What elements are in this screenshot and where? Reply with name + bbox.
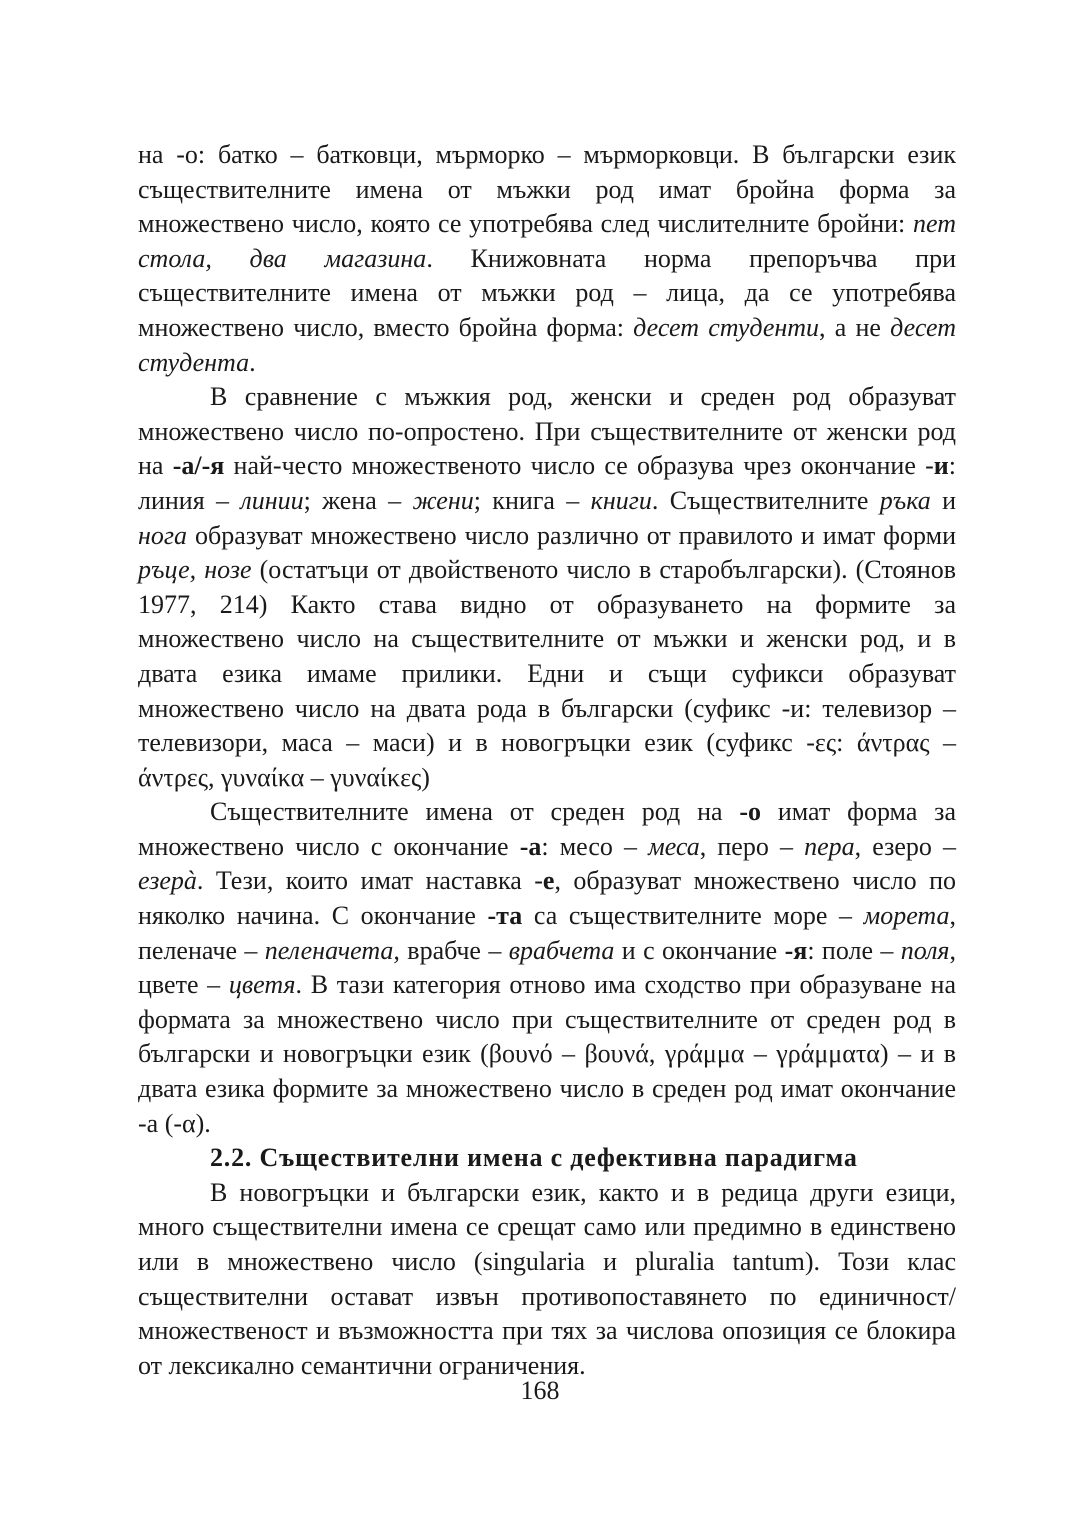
text-run: , езеро – (854, 831, 956, 861)
text-run: и (930, 485, 957, 515)
italic-text: ръка (879, 485, 931, 515)
text-run: и с окончание (614, 935, 785, 965)
text-run: Съществителните имена от среден род на (210, 797, 740, 827)
bold-text: -та (487, 901, 523, 931)
page-body (138, 138, 956, 1383)
text-run: , перо – (699, 831, 805, 861)
italic-text: врабчета (508, 935, 615, 965)
text-run: ; книга – (473, 485, 591, 515)
italic-text: пеленачета, (264, 935, 400, 965)
italic-text: езерà (138, 866, 197, 896)
paragraph-2 (138, 380, 956, 795)
paragraph-4 (138, 1176, 956, 1384)
italic-text: поля (900, 935, 950, 965)
text-run: , а не (819, 312, 891, 342)
text-run: В новогръцки и български език, както и в редица други езици, много съществителни имена се срещат само или предимно в единствено или в множествено число (singularia и pluralia tantum). Този клас съществителни остават извън противопоставянето по единичност/множественост и възможността при тях за числова опозиция се блокира от лексикално семантични ограничения. (138, 1177, 956, 1380)
bold-text: и (933, 451, 949, 481)
text-run: врабче – (399, 935, 509, 965)
italic-text: меса (648, 831, 700, 861)
paragraph-3 (138, 795, 956, 1141)
section-heading: 2.2. Съществителни имена с дефективна парадигма (210, 1143, 858, 1173)
text-run: : месо – (541, 831, 649, 861)
bold-text: е (542, 866, 555, 896)
bold-text: -о (739, 797, 762, 827)
text-run: . Съществителните (651, 485, 880, 515)
text-run: , пеленаче – (138, 901, 956, 965)
text-run: : линия – (138, 451, 956, 515)
text-run: В сравнение с мъжкия род, женски и среден род образуват множествено число по-опростено. При съществителните от женски род на (138, 382, 956, 481)
italic-text: пет стола, два магазина (138, 209, 956, 273)
italic-text: морета (863, 901, 950, 931)
italic-text: линии (240, 485, 304, 515)
italic-text: десет студента (138, 312, 957, 377)
text-run: . Книжовната норма препоръчва при съществителните имена от мъжки род – лица, да се употребява множествено число, вместо бройна форма: (138, 243, 956, 342)
text-run: , образуват множествено число по няколко начина. С окончание (138, 866, 956, 931)
bold-text: -я (784, 935, 808, 965)
text-run: . Тези, които имат наставка - (196, 866, 543, 896)
italic-text: жени (412, 485, 474, 515)
italic-text: книги (590, 485, 652, 515)
text-run: на -о: батко – батковци, мърморко – мърморковци. В български език съществителните имена от мъжки род имат бройна форма за множествено число, която се употребява след числителните бройни: (138, 140, 956, 239)
text-run: ; жена – (303, 485, 413, 515)
text-run: най-често множественото число се образува чрез окончание - (224, 451, 934, 481)
bold-text: -а (519, 831, 542, 861)
text-run: имат форма за множествено число с окончание (138, 797, 956, 861)
italic-text: цветя (228, 970, 296, 1000)
italic-text: пера (804, 831, 855, 861)
page-number: 168 (520, 1376, 560, 1405)
text-run: : поле – (807, 935, 901, 965)
italic-text: ръце, нозе (138, 555, 252, 585)
italic-text: нога (138, 520, 188, 550)
text-run: . (249, 347, 256, 377)
paragraph-1 (138, 138, 956, 380)
italic-text: десет студенти (633, 312, 820, 342)
text-run: са съществителните море – (522, 901, 864, 931)
bold-text: -а/-я (172, 451, 225, 481)
text-run: (остатъци от двойственото число в старобългарски). (Стоянов 1977, 214) Както става видно от образуването на формите за множествено число на съществителните от мъжки и женски род, и в двата езика имаме прилики. Едни и същи суфикси образуват множествено число на двата рода в български (суфикс -и: телевизор – телевизори, маса – маси) и в новогръцки език (суфикс -ες: άντρας – άντρες, γυναίκα – γυναίκες) (138, 555, 957, 792)
text-run: . В тази категория отново има сходство при образуване на формата за множествено число при съществителните от среден род в български и новогръцки език (βουνό – βουνά, γράμμα – γράμματα) – и в двата езика формите за множествено число в среден род имат окончание -а (-α). (138, 970, 957, 1138)
text-run: образуват множествено число различно от правилото и имат форми (187, 520, 956, 550)
text-run: , цвете – (138, 935, 957, 1000)
